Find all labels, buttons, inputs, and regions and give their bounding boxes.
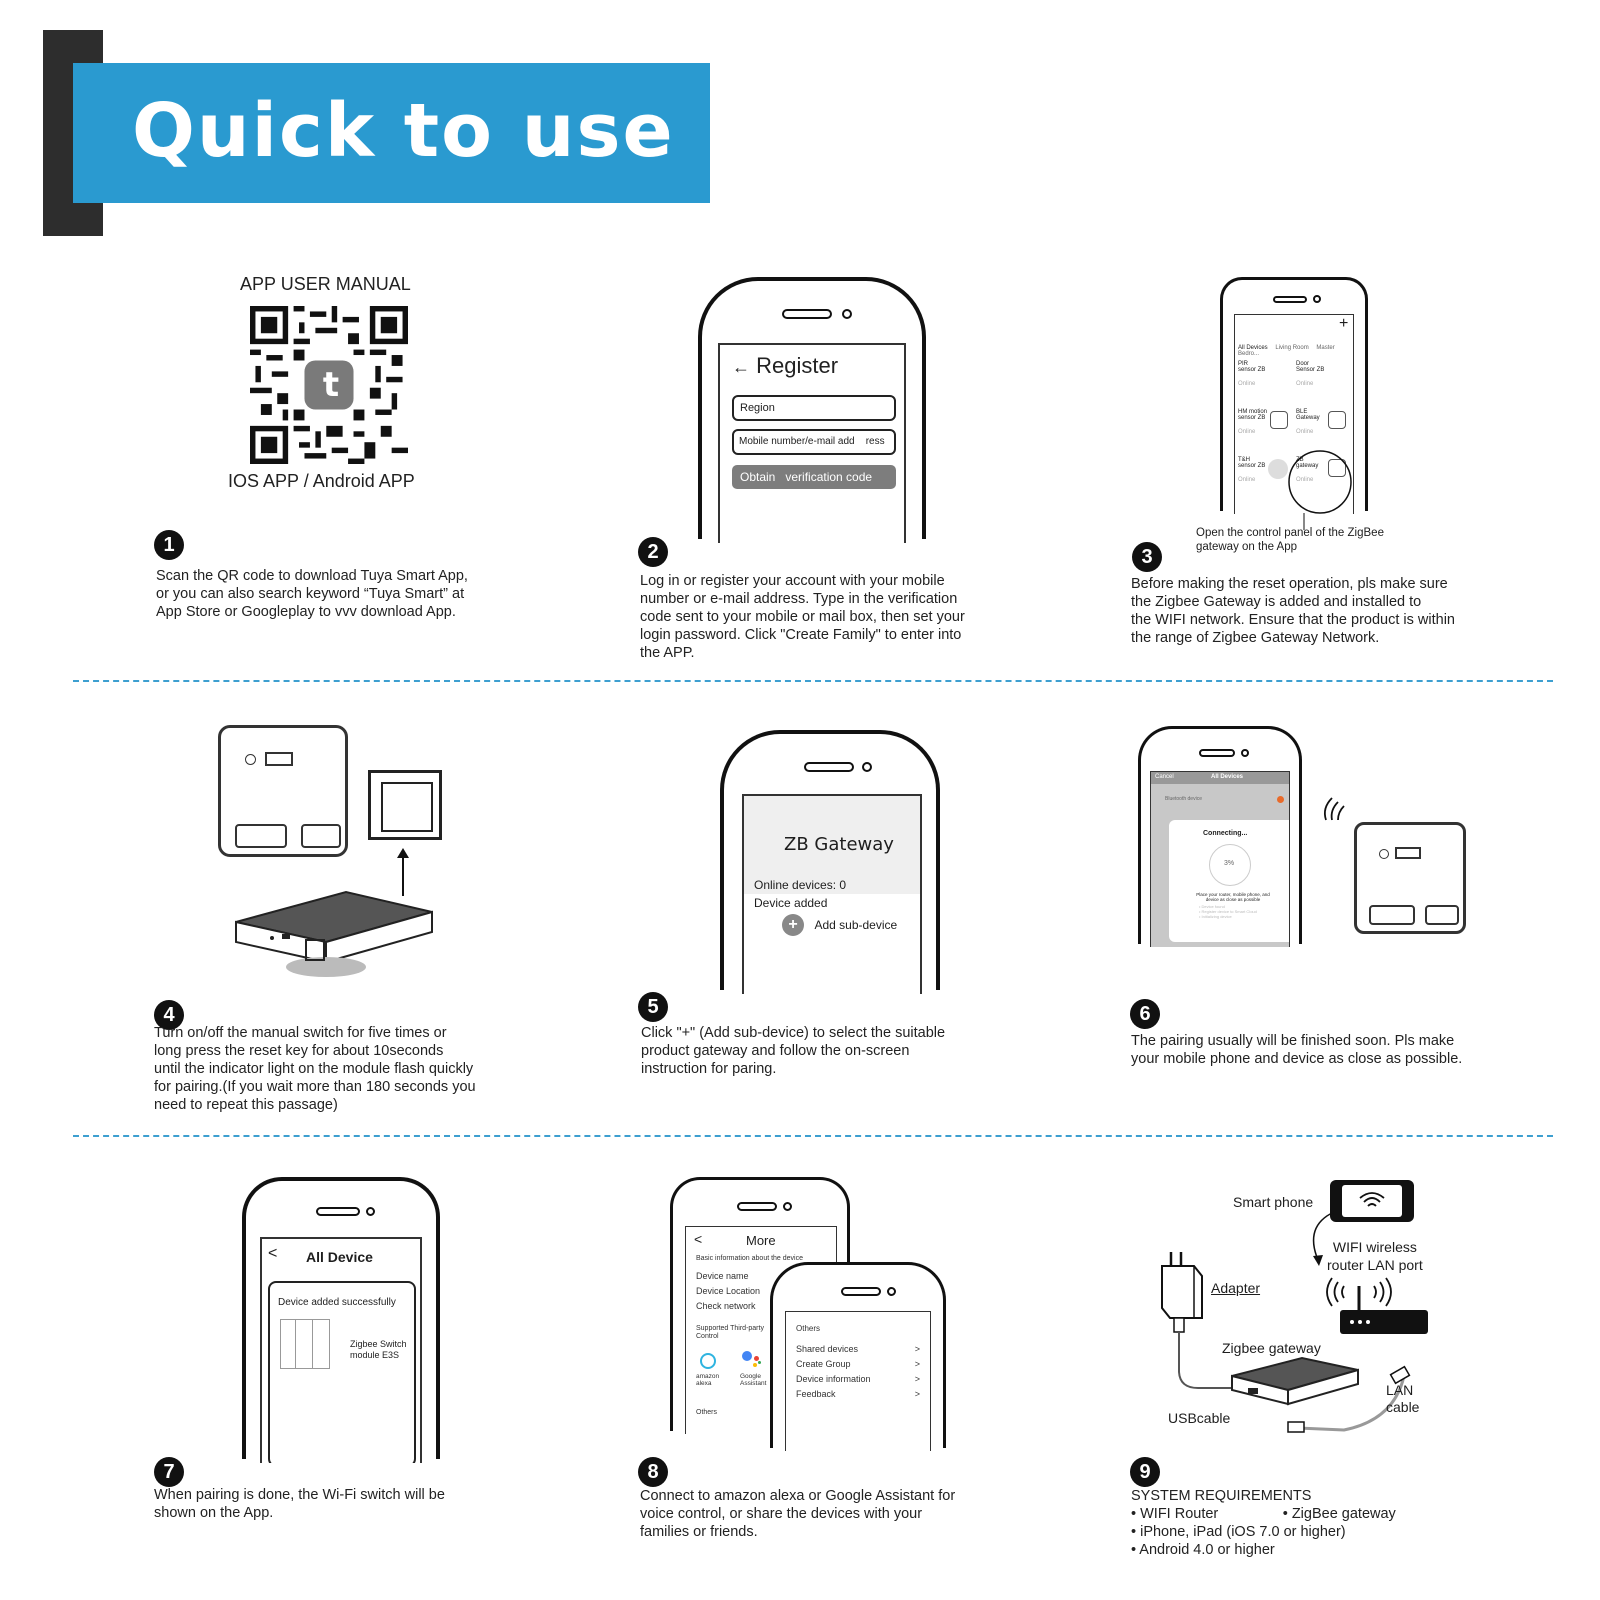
usb-cable-label: USBcable (1168, 1410, 1231, 1426)
gateway-highlight-circle (1280, 450, 1360, 520)
lan-cable-label: LAN cable (1386, 1382, 1420, 1415)
google-assistant-icon[interactable] (742, 1351, 762, 1369)
all-devices-title: All Devices (1211, 774, 1244, 780)
qr-logo: t (322, 365, 340, 405)
wifi-signal-icon (1318, 788, 1358, 828)
page-title: Quick to use (132, 88, 675, 174)
chevron-right-icon: > (914, 1359, 920, 1369)
section-divider (73, 680, 1553, 682)
tab-living-room[interactable]: Living Room (1275, 345, 1309, 351)
device-information-item[interactable]: Device information > (796, 1374, 920, 1384)
bluetooth-row: Bluetooth device (1165, 796, 1202, 802)
wall-switch[interactable] (368, 770, 442, 840)
chevron-right-icon: > (914, 1344, 920, 1354)
phone-more: < More Basic information about the device Device name Device Location Check network Supported Third-party Control amazon alexa Google Assistant Others (670, 1177, 850, 1431)
step-text-8: Connect to amazon alexa or Google Assistant for voice control, or share the devices with your families or friends. (640, 1488, 956, 1540)
step-text-1: Scan the QR code to download Tuya Smart App, or you can also search keyword “Tuya Smart” at App Store or Googleplay to vvv download App. (156, 568, 468, 620)
switch-thumbnail (280, 1319, 330, 1369)
step-text-4: Turn on/off the manual switch for five times or long press the reset key for about 10seconds until the indicator light on the module flash quickly for pairing.(If you wait more than 180 seconds you need to repeat this passage) (154, 1025, 476, 1113)
step-text-3: Before making the reset operation, pls make sure the Zigbee Gateway is added and installed to the WIFI network. Ensure that the product is within the range of Zigbee Gateway Network. (1131, 576, 1455, 646)
cancel-button[interactable]: Cancel (1155, 774, 1174, 780)
phone-wifi-icon (1358, 1190, 1386, 1210)
online-devices: Online devices: 0 (754, 878, 847, 892)
chevron-right-icon: > (914, 1374, 920, 1384)
add-device-icon[interactable]: + (1339, 315, 1349, 332)
more-title: More (746, 1233, 776, 1248)
register-title: Register (756, 353, 839, 378)
qr-caption: IOS APP / Android APP (228, 471, 415, 491)
connecting-dialog: Connecting... 3% Place your router, mobile phone, and device as close as possible • Device found • Register device to Smart Cloud • Initializing device (1169, 820, 1290, 942)
step-text-7: When pairing is done, the Wi-Fi switch will be shown on the App. (154, 1487, 445, 1521)
obtain-code-button[interactable]: Obtain verification code (732, 465, 896, 489)
device-added-label: Device added (754, 896, 828, 910)
phone-others: Others Shared devices > Create Group > Device information > Feedback > (770, 1262, 946, 1448)
gateway-label: Zigbee gateway (1222, 1340, 1321, 1356)
all-device-title: All Device (306, 1249, 373, 1265)
router-label: WIFI wireless router LAN port (1327, 1239, 1423, 1273)
step-number-6: 6 (1130, 999, 1160, 1029)
alexa-icon[interactable] (700, 1353, 716, 1369)
phone-all-device (242, 1177, 440, 1459)
switch-module (218, 725, 348, 857)
check-network-item[interactable]: Check network (696, 1301, 756, 1311)
zigbee-gateway-device (236, 892, 436, 982)
shared-devices-item[interactable]: Shared devices > (796, 1344, 920, 1354)
device-location-item[interactable]: Device Location (696, 1286, 761, 1296)
phone-connecting (1138, 726, 1302, 944)
feedback-item[interactable]: Feedback > (796, 1389, 920, 1399)
step-text-5: Click "+" (Add sub-device) to select the suitable product gateway and follow the on-screen instruction for paring. (641, 1025, 946, 1077)
step-text-9: SYSTEM REQUIREMENTS • WIFI Router • ZigBee gateway • iPhone, iPad (iOS 7.0 or higher) • Android 4.0 or higher (1131, 1488, 1396, 1558)
mobile-email-field[interactable]: Mobile number/e-mail add ress (732, 429, 896, 455)
create-group-item[interactable]: Create Group > (796, 1359, 920, 1369)
step-text-2: Log in or register your account with your mobile number or e-mail address. Type in the verification code sent to your mobile or mail box, then set your login password. Click "Create Family" to enter into the APP. (640, 573, 965, 661)
step-number-2: 2 (638, 537, 668, 567)
step-text-6: The pairing usually will be finished soon. Pls make your mobile phone and device as close as possible. (1131, 1033, 1463, 1067)
status-dot (1277, 796, 1284, 803)
device-card-zb-gateway[interactable]: ZB gateway Online (1296, 457, 1350, 501)
step-number-8: 8 (638, 1457, 668, 1487)
step-number-1: 1 (154, 530, 184, 560)
more-back-icon[interactable]: < (694, 1231, 703, 1247)
router-icon (1340, 1310, 1428, 1334)
gateway-title: ZB Gateway (784, 834, 894, 855)
device-card[interactable]: PIR sensor ZB Online (1238, 361, 1266, 387)
step-number-3: 3 (1132, 542, 1162, 572)
device-name-item[interactable]: Device name (696, 1271, 749, 1281)
tab-all-devices[interactable]: All Devices (1238, 345, 1268, 351)
up-arrow-icon (396, 848, 410, 898)
chevron-right-icon: > (914, 1389, 920, 1399)
callout-text: Open the control panel of the ZigBee gateway on the App (1196, 527, 1384, 553)
step-number-7: 7 (154, 1457, 184, 1487)
device-card[interactable]: Door Sensor ZB Online (1296, 361, 1325, 387)
adapter-label: Adapter (1211, 1280, 1261, 1296)
step-number-4: 4 (154, 1000, 184, 1030)
add-sub-device-button[interactable]: + Add sub-device (782, 914, 897, 936)
device-name: Zigbee Switch module E3S (350, 1339, 407, 1360)
back-icon[interactable]: < (268, 1245, 278, 1262)
qr-heading: APP USER MANUAL (240, 274, 411, 294)
success-card: Device added successfully Zigbee Switch module E3S (268, 1281, 416, 1463)
step-number-5: 5 (638, 992, 668, 1022)
back-arrow-icon[interactable]: ← (732, 357, 750, 377)
power-adapter (1158, 1252, 1208, 1392)
step-number-9: 9 (1130, 1457, 1160, 1487)
phone-register (698, 277, 926, 539)
device-card[interactable]: HM motion sensor ZB Online (1238, 409, 1292, 453)
router-wifi-icon (1314, 1272, 1404, 1312)
smart-phone-label: Smart phone (1233, 1194, 1314, 1210)
section-divider (73, 1135, 1553, 1137)
region-field[interactable]: Region (732, 395, 896, 421)
plus-circle-icon: + (782, 914, 804, 936)
device-card[interactable]: BLE Gateway Online (1296, 409, 1350, 453)
switch-module-small (1354, 822, 1466, 934)
phone-zb-gateway (720, 730, 940, 990)
device-card[interactable]: T&H sensor ZB Online (1238, 457, 1292, 501)
tab-master-bedroom[interactable]: Master Bedro... (1238, 345, 1335, 357)
